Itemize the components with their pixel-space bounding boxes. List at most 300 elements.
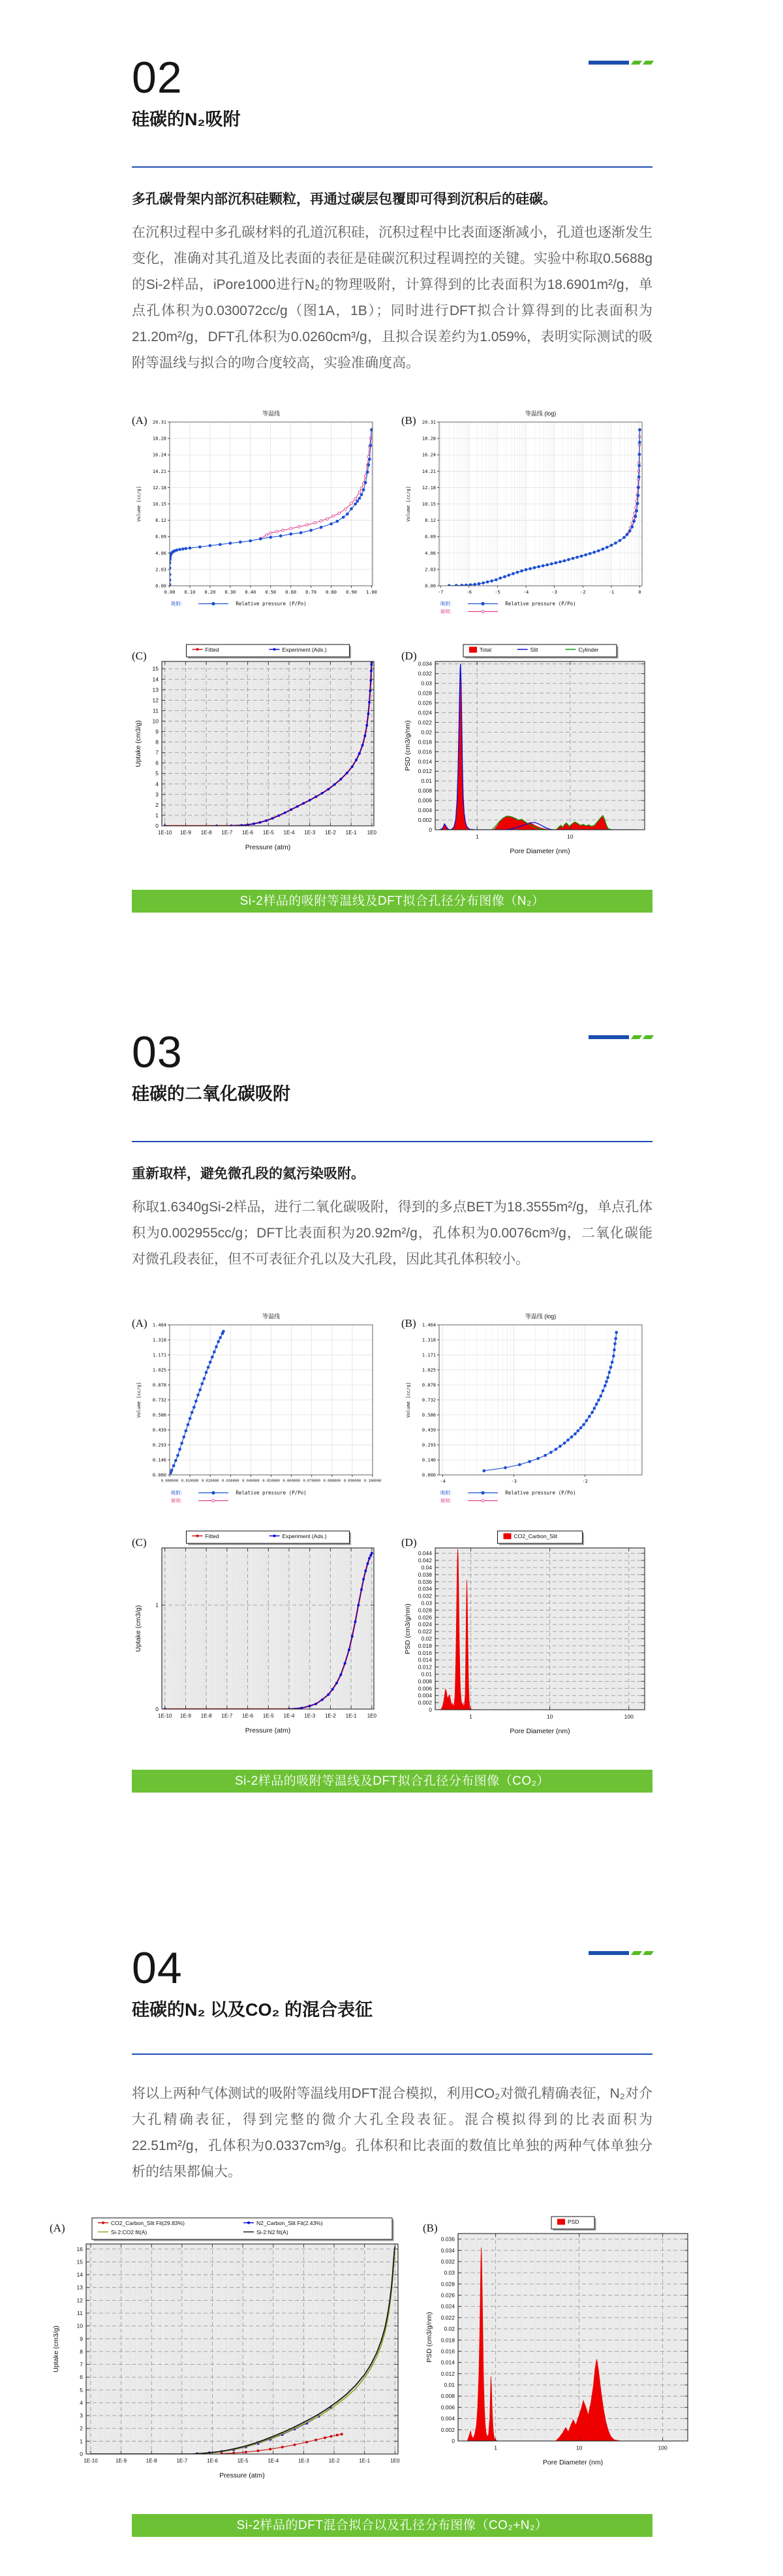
svg-text:1E-6: 1E-6 [242,830,254,836]
svg-text:吸附:: 吸附: [171,601,183,607]
figure-panel-mixed-fit [50,2214,407,2488]
isotherm-log-chart [401,1309,652,1518]
svg-text:0.038: 0.038 [418,1571,432,1578]
accent-slash-icon [643,1035,654,1039]
svg-text:0.03: 0.03 [444,2269,455,2277]
svg-text:0: 0 [155,1705,159,1712]
section-co2-adsorption [132,913,652,1793]
svg-text:1: 1 [469,1713,472,1720]
svg-text:0.00: 0.00 [155,583,166,589]
panel-label: (A) [132,414,147,427]
svg-text:1.318: 1.318 [152,1337,166,1343]
svg-text:100: 100 [658,2444,668,2451]
svg-text:0.02: 0.02 [421,1635,432,1642]
accent-bar-icon [589,1951,629,1955]
svg-text:0.070000: 0.070000 [303,1479,320,1483]
svg-text:Pressure (atm): Pressure (atm) [245,843,291,851]
svg-text:PSD (cm3/g/nm): PSD (cm3/g/nm) [404,720,412,771]
header-accent [589,1951,652,1955]
svg-text:0.014: 0.014 [440,2359,455,2366]
section-header [132,1943,652,2021]
svg-text:1E-9: 1E-9 [180,1713,191,1719]
svg-text:-4: -4 [523,590,529,595]
svg-text:0.008: 0.008 [418,1678,432,1685]
svg-text:12: 12 [76,2297,83,2304]
svg-text:Volume [cc/g]: Volume [cc/g] [406,486,411,522]
svg-text:1.025: 1.025 [422,1367,436,1373]
svg-text:0.00: 0.00 [164,590,176,595]
svg-text:1E-5: 1E-5 [262,830,274,836]
svg-text:-5: -5 [495,590,500,595]
svg-text:18.28: 18.28 [422,436,436,442]
section-number: 04 [132,1943,183,1993]
svg-text:1.464: 1.464 [152,1322,166,1328]
header-accent [589,1035,652,1039]
svg-text:0.034: 0.034 [440,2247,455,2254]
svg-text:0.034: 0.034 [418,660,432,667]
svg-text:14.21: 14.21 [152,468,166,474]
svg-text:6: 6 [155,759,159,766]
svg-text:Relative pressure (P/Po): Relative pressure (P/Po) [505,601,576,607]
svg-text:0.008: 0.008 [418,787,432,795]
svg-text:15: 15 [152,665,159,673]
svg-text:-7: -7 [437,590,444,595]
figure-panel-isotherm-linear [132,406,383,631]
svg-text:-1: -1 [608,590,615,595]
svg-text:0.018: 0.018 [440,2337,455,2344]
accent-slash-icon [631,1035,642,1039]
svg-text:0.028: 0.028 [418,1607,432,1614]
figure-grid [132,1309,652,1744]
svg-text:8.12: 8.12 [425,518,436,524]
svg-text:7: 7 [80,2361,83,2368]
svg-text:0.002: 0.002 [418,1699,432,1706]
svg-text:4.06: 4.06 [425,551,436,556]
body-paragraph: 称取1.6340gSi-2样品，进行二氧化碳吸附，得到的多点BET为18.3555m²/g，单点孔体积为0.002955cc/g；DFT比表面积为20.92m²/g，孔体积为0.0076cm³/g，二氧化碳能对微孔段表征，但不可表征介孔以及大孔段，因此其孔体积较小。 [132,1200,652,1267]
svg-text:1E-4: 1E-4 [283,1713,295,1719]
svg-text:Total: Total [480,646,491,653]
svg-text:0.020000: 0.020000 [201,1479,219,1483]
svg-text:0.01: 0.01 [444,2382,455,2389]
svg-text:0: 0 [429,1706,432,1713]
svg-text:0.026: 0.026 [418,699,432,706]
figure-panel-psd [401,1528,652,1744]
svg-text:1E-10: 1E-10 [158,1713,172,1719]
svg-text:2: 2 [80,2425,83,2432]
svg-text:9: 9 [80,2335,83,2342]
svg-text:0.02: 0.02 [444,2326,455,2333]
section-divider [132,166,652,168]
svg-text:Volume [cc/g]: Volume [cc/g] [136,1382,142,1418]
svg-text:等温线 (log): 等温线 (log) [525,410,557,417]
svg-text:0.012: 0.012 [440,2370,455,2377]
svg-text:0.004: 0.004 [440,2415,455,2422]
svg-text:1E-8: 1E-8 [200,1713,212,1719]
svg-text:1.171: 1.171 [152,1352,166,1358]
svg-text:0.080000: 0.080000 [323,1479,341,1483]
section-title: 硅碳的N₂吸附 [132,110,241,129]
svg-text:1E-1: 1E-1 [345,830,357,836]
svg-text:0.004: 0.004 [418,1692,432,1699]
svg-text:12.18: 12.18 [152,485,166,491]
accent-slash-icon [643,1951,654,1955]
svg-text:1E-8: 1E-8 [146,2458,157,2464]
svg-text:0.032: 0.032 [418,670,432,677]
svg-text:1E-10: 1E-10 [84,2458,98,2464]
svg-text:0.028: 0.028 [440,2281,455,2288]
svg-text:-3: -3 [511,1479,517,1484]
svg-text:9: 9 [155,728,159,735]
body-paragraph: 将以上两种气体测试的吸附等温线用DFT混合模拟，利用CO₂对微孔精确表征，N₂对介大孔精确表征，得到完整的微介大孔全段表征。混合模拟得到的比表面积为22.51m²/g，孔体积为0.0337cm³/g。孔体积和比表面的数值比单独的两种气体单独分析的结果都偏大。 [132,2086,652,2179]
svg-text:Cylinder: Cylinder [578,646,599,653]
svg-text:1E-1: 1E-1 [359,2458,371,2464]
svg-text:解吸:: 解吸: [440,1498,452,1504]
svg-text:PSD (cm3/g/nm): PSD (cm3/g/nm) [404,1603,412,1654]
svg-text:0.002: 0.002 [418,817,432,824]
svg-text:0.006: 0.006 [418,1685,432,1692]
svg-text:0.044: 0.044 [418,1550,432,1557]
figure-panel-psd [423,2214,696,2488]
svg-text:Slit: Slit [530,646,538,653]
svg-text:14.21: 14.21 [422,468,436,474]
svg-text:1E-7: 1E-7 [221,1713,233,1719]
svg-text:PSD (cm3/g/nm): PSD (cm3/g/nm) [425,2312,433,2363]
panel-label: (B) [401,414,416,427]
svg-text:3: 3 [80,2412,83,2419]
svg-text:1E0: 1E0 [390,2458,400,2464]
svg-text:0.293: 0.293 [422,1442,436,1448]
svg-text:0.878: 0.878 [422,1382,436,1388]
section-divider [132,1141,652,1142]
svg-text:0.146: 0.146 [152,1457,166,1463]
svg-text:1E-4: 1E-4 [268,2458,279,2464]
svg-text:Experiment (Ads.): Experiment (Ads.) [282,1533,327,1539]
panel-label: (B) [401,1317,416,1329]
svg-text:Uptake (cm3/g): Uptake (cm3/g) [134,720,142,767]
section-mixed-characterization [50,1793,668,2537]
svg-text:0.002: 0.002 [440,2426,455,2433]
svg-text:1E-3: 1E-3 [304,1713,316,1719]
svg-text:0.146: 0.146 [422,1457,436,1463]
svg-text:6.09: 6.09 [425,534,436,540]
section-number: 03 [132,1027,183,1077]
svg-text:0.014: 0.014 [418,1656,432,1663]
svg-text:Si-2:N2 fit(A): Si-2:N2 fit(A) [256,2229,288,2235]
svg-text:0.293: 0.293 [152,1442,166,1448]
svg-text:吸附:: 吸附: [440,601,452,607]
section-number: 02 [132,53,183,102]
svg-text:Relative pressure (P/Po): Relative pressure (P/Po) [236,1490,307,1496]
svg-text:0.60: 0.60 [285,590,297,595]
svg-text:0.01: 0.01 [421,1671,432,1678]
body-paragraph: 在沉积过程中多孔碳材料的孔道沉积硅，沉积过程中比表面逐渐减小，孔道也逐渐发生变化，准确对其孔道及比表面的表征是硅碳沉积过程调控的关键。实验中称取0.5688g的Si-2样品，iPore1000进行N₂的物理吸附，计算得到的比表面积为18.6901m²/g，单点孔体积为0.030072cc/g（图1A，1B）；同时进行DFT拟合计算得到的比表面积为21.20m²/g，DFT孔体积为0.0260cm³/g，且拟合误差约为1.059%，表明实际测试的吸附等温线与拟合的吻合度较高，实验准确度高。 [132,225,652,371]
svg-text:5: 5 [80,2386,83,2393]
figure-grid [132,406,652,864]
svg-text:-6: -6 [466,590,472,595]
svg-text:18.28: 18.28 [152,436,166,442]
svg-text:Relative pressure (P/Po): Relative pressure (P/Po) [505,1490,576,1496]
figure-caption: Si-2样品的吸附等温线及DFT拟合孔径分布图像（N₂） [132,890,652,913]
figure-caption: Si-2样品的吸附等温线及DFT拟合孔径分布图像（CO₂） [132,1770,652,1793]
svg-text:8: 8 [80,2348,83,2355]
svg-text:吸附:: 吸附: [440,1490,452,1496]
section-header [132,55,652,130]
svg-text:Si-2:CO2 fit(A): Si-2:CO2 fit(A) [111,2229,147,2235]
svg-text:CO2_Carbon_Slit: CO2_Carbon_Slit [514,1533,558,1539]
svg-text:0.02: 0.02 [421,729,432,736]
svg-text:0.050000: 0.050000 [262,1479,280,1483]
svg-text:1E-8: 1E-8 [200,830,212,836]
svg-text:0.030000: 0.030000 [222,1479,239,1483]
isotherm-log-chart [401,406,652,631]
svg-text:8.12: 8.12 [155,518,166,524]
svg-text:0.028: 0.028 [418,689,432,697]
svg-text:1: 1 [494,2444,497,2451]
svg-text:2.03: 2.03 [425,567,436,573]
svg-text:14: 14 [76,2271,83,2279]
svg-text:1E-5: 1E-5 [237,2458,249,2464]
figure-panel-isotherm-log [401,1309,652,1518]
svg-text:1E-3: 1E-3 [304,830,316,836]
svg-text:0.040000: 0.040000 [242,1479,260,1483]
dft-fit-chart [132,1528,383,1740]
svg-text:1E-6: 1E-6 [207,2458,218,2464]
svg-text:0.060000: 0.060000 [283,1479,300,1483]
svg-text:Relative pressure (P/Po): Relative pressure (P/Po) [236,601,307,607]
svg-text:0.016: 0.016 [440,2348,455,2355]
svg-text:-3: -3 [551,590,557,595]
header-accent [589,61,652,65]
svg-text:0: 0 [452,2437,455,2444]
svg-text:吸附:: 吸附: [171,1490,183,1496]
svg-text:0.439: 0.439 [152,1427,166,1433]
svg-text:13: 13 [76,2284,83,2291]
svg-text:0.024: 0.024 [440,2303,455,2310]
figure-panel-isotherm-log [401,406,652,631]
svg-text:1: 1 [155,811,159,819]
svg-text:1E0: 1E0 [367,830,376,836]
svg-text:1E-3: 1E-3 [298,2458,309,2464]
svg-text:0.018: 0.018 [418,1642,432,1649]
isotherm-chart [132,406,383,631]
svg-text:0.042: 0.042 [418,1557,432,1564]
svg-text:Uptake (cm3/g): Uptake (cm3/g) [52,2326,60,2372]
svg-text:13: 13 [152,686,159,693]
panel-label: (A) [50,2222,65,2234]
svg-text:1E-2: 1E-2 [324,830,336,836]
svg-text:14: 14 [152,676,159,683]
svg-text:0.20: 0.20 [204,590,216,595]
section-title: 硅碳的N₂ 以及CO₂ 的混合表征 [132,2000,373,2020]
svg-text:0.000: 0.000 [152,1472,166,1478]
svg-text:0.000: 0.000 [422,1472,436,1478]
svg-text:0.034: 0.034 [418,1585,432,1592]
svg-text:0.032: 0.032 [418,1592,432,1599]
svg-text:0.036: 0.036 [418,1578,432,1585]
svg-text:0.012: 0.012 [418,768,432,775]
svg-text:0.586: 0.586 [152,1412,166,1418]
svg-text:1E-1: 1E-1 [345,1713,357,1719]
svg-text:6: 6 [80,2374,83,2381]
svg-text:1E-7: 1E-7 [176,2458,188,2464]
accent-bar-icon [589,61,629,65]
svg-text:0.004: 0.004 [418,807,432,814]
figure-grid [50,2214,696,2488]
svg-text:11: 11 [77,2309,83,2316]
accent-slash-icon [643,61,654,65]
dft-fit-chart [132,642,383,857]
svg-text:0.090000: 0.090000 [343,1479,361,1483]
svg-text:0.50: 0.50 [265,590,277,595]
svg-text:0.024: 0.024 [418,709,432,716]
svg-text:0.026: 0.026 [418,1614,432,1621]
svg-text:16: 16 [76,2245,83,2252]
svg-text:1: 1 [155,1601,159,1609]
isotherm-chart [132,1309,383,1518]
svg-text:1E0: 1E0 [367,1713,376,1719]
svg-text:1.464: 1.464 [422,1322,436,1328]
svg-text:Pressure (atm): Pressure (atm) [219,2472,265,2479]
svg-text:10: 10 [152,718,159,725]
svg-text:Pore Diameter (nm): Pore Diameter (nm) [542,2459,604,2466]
svg-text:10: 10 [576,2444,583,2451]
svg-text:解吸:: 解吸: [171,1498,183,1504]
svg-text:0.014: 0.014 [418,758,432,765]
section-divider [132,2053,652,2055]
svg-text:1E-4: 1E-4 [283,830,295,836]
svg-text:10: 10 [76,2322,83,2329]
svg-text:20.31: 20.31 [152,419,166,425]
figure-panel-psd [401,642,652,864]
svg-text:0.10: 0.10 [184,590,196,595]
svg-text:Uptake (cm3/g): Uptake (cm3/g) [134,1605,142,1652]
svg-text:Fitted: Fitted [205,646,219,653]
svg-text:0.70: 0.70 [305,590,317,595]
svg-text:2.03: 2.03 [155,567,166,573]
svg-text:-4: -4 [440,1479,446,1484]
figure-panel-dft-fit [132,1528,383,1744]
svg-text:0.90: 0.90 [346,590,357,595]
svg-text:0.000000: 0.000000 [161,1479,179,1483]
svg-text:Pore Diameter (nm): Pore Diameter (nm) [510,847,570,855]
intro-bold-text: 多孔碳骨架内部沉积硅颗粒，再通过碳层包覆即可得到沉积后的硅碳。 [132,192,557,207]
svg-text:0.016: 0.016 [418,1649,432,1656]
section-title: 硅碳的二氧化碳吸附 [132,1084,290,1104]
section-n2-adsorption [132,0,652,913]
svg-text:1E-7: 1E-7 [221,830,233,836]
svg-text:0.40: 0.40 [245,590,256,595]
svg-text:0.016: 0.016 [418,748,432,755]
svg-text:1E-9: 1E-9 [180,830,191,836]
accent-slash-icon [631,61,642,65]
svg-text:11: 11 [153,707,159,714]
svg-text:-2: -2 [582,1479,588,1484]
psd-chart [423,2214,696,2475]
svg-text:0.03: 0.03 [421,680,432,687]
svg-text:10: 10 [567,833,574,840]
svg-text:0.010000: 0.010000 [181,1479,199,1483]
svg-text:0: 0 [638,590,641,595]
svg-text:16.24: 16.24 [422,452,436,458]
svg-text:1.318: 1.318 [422,1337,436,1343]
svg-text:Experiment (Ads.): Experiment (Ads.) [282,646,327,653]
svg-text:0.80: 0.80 [326,590,337,595]
svg-text:1: 1 [80,2438,83,2445]
accent-slash-icon [631,1951,642,1955]
svg-text:0.022: 0.022 [418,1628,432,1635]
svg-text:1E-10: 1E-10 [158,830,172,836]
svg-text:等温线 (log): 等温线 (log) [525,1313,557,1320]
svg-text:0.024: 0.024 [418,1621,432,1628]
svg-text:N2_Carbon_Slit Fit(2.43%): N2_Carbon_Slit Fit(2.43%) [256,2220,323,2226]
svg-text:0.30: 0.30 [224,590,236,595]
svg-text:10.15: 10.15 [152,502,166,508]
svg-text:5: 5 [155,770,159,777]
svg-text:1E-5: 1E-5 [262,1713,274,1719]
svg-text:0.012: 0.012 [418,1663,432,1671]
svg-text:1E-2: 1E-2 [324,1713,336,1719]
svg-text:4: 4 [80,2399,83,2406]
svg-text:10.15: 10.15 [422,502,436,508]
mixed-fit-chart [50,2214,407,2488]
svg-text:0.036: 0.036 [440,2235,455,2243]
svg-text:12.18: 12.18 [422,485,436,491]
svg-text:0.018: 0.018 [418,738,432,746]
svg-text:0: 0 [429,826,432,833]
panel-label: (C) [132,650,147,662]
svg-text:-2: -2 [580,590,586,595]
svg-text:1.171: 1.171 [422,1352,436,1358]
svg-text:等温线: 等温线 [262,1313,281,1320]
svg-text:1.00: 1.00 [366,590,377,595]
svg-text:3: 3 [155,791,159,798]
svg-text:Pressure (atm): Pressure (atm) [245,1727,291,1735]
svg-text:0.026: 0.026 [440,2292,455,2299]
svg-text:0.878: 0.878 [152,1382,166,1388]
svg-text:0.732: 0.732 [152,1397,166,1403]
svg-text:0.006: 0.006 [440,2404,455,2411]
panel-label: (D) [401,650,417,662]
figure-caption: Si-2样品的DFT混合拟合以及孔径分布图像（CO₂+N₂） [132,2514,652,2537]
svg-text:0.022: 0.022 [440,2314,455,2321]
svg-text:Volume [cc/g]: Volume [cc/g] [136,486,142,522]
panel-label: (D) [401,1536,417,1549]
svg-text:1E-6: 1E-6 [242,1713,254,1719]
svg-text:7: 7 [155,749,159,756]
svg-text:10: 10 [546,1713,553,1720]
panel-label: (A) [132,1317,147,1329]
svg-text:Fitted: Fitted [205,1533,219,1539]
svg-text:0.732: 0.732 [422,1397,436,1403]
psd-chart [401,1528,652,1744]
svg-text:0.022: 0.022 [418,719,432,726]
panel-label: (C) [132,1536,147,1549]
svg-text:0.006: 0.006 [418,797,432,804]
svg-text:0.01: 0.01 [421,778,432,785]
svg-text:0.03: 0.03 [421,1599,432,1607]
svg-text:100: 100 [624,1713,634,1720]
svg-text:20.31: 20.31 [422,419,436,425]
panel-label: (B) [423,2222,438,2234]
intro-bold-text: 重新取样，避免微孔段的氦污染吸附。 [132,1166,365,1181]
svg-text:1E-2: 1E-2 [328,2458,340,2464]
svg-text:0.008: 0.008 [440,2393,455,2400]
svg-text:2: 2 [155,801,159,808]
svg-text:16.24: 16.24 [152,452,166,458]
svg-text:1: 1 [475,833,479,840]
svg-text:0.439: 0.439 [422,1427,436,1433]
svg-text:解吸:: 解吸: [440,609,452,614]
